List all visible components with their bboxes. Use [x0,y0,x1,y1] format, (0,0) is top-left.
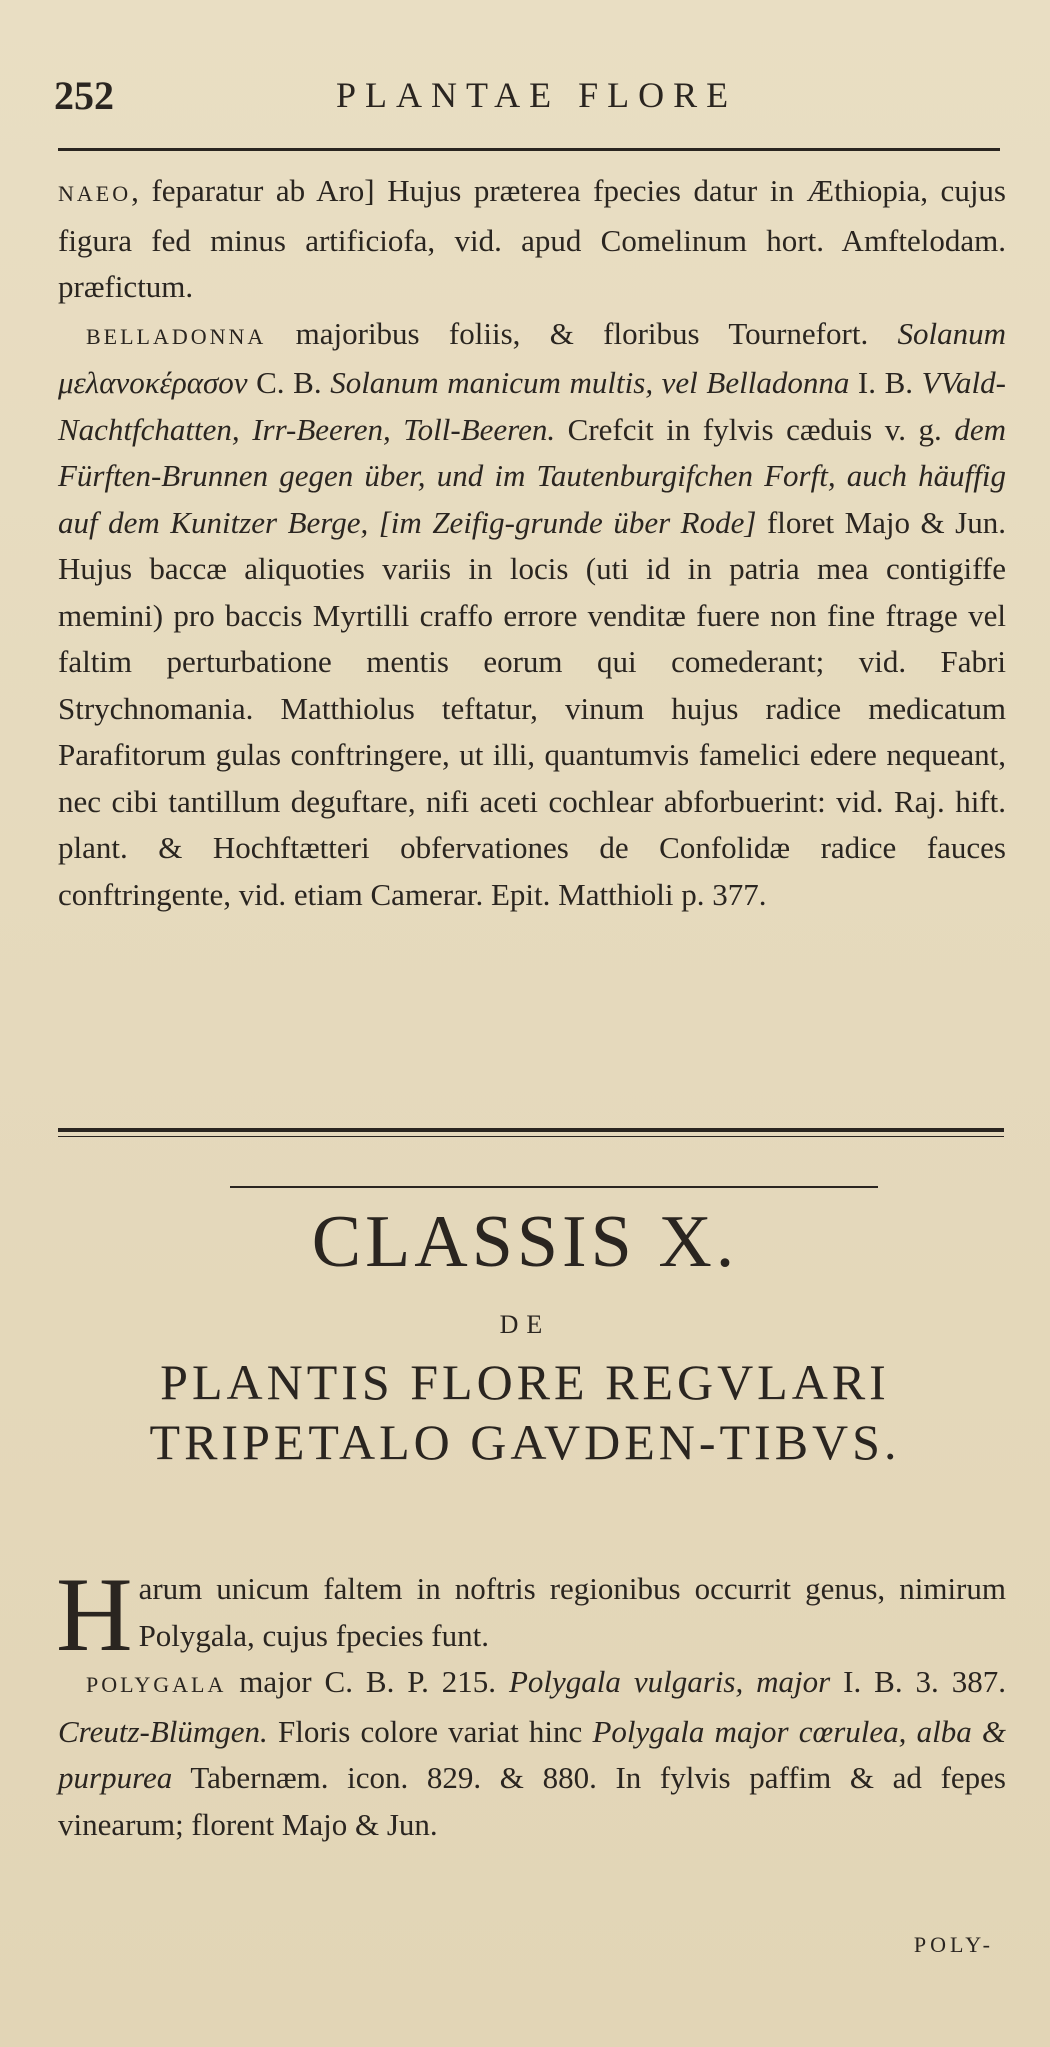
paragraph-harum: Harum unicum faltem in noftris regionibus occurrit genus, nimirum Polygala, cujus fpecies funt. [56,1556,1006,1673]
header-rule [58,148,1000,151]
top-text-block [58,168,1006,918]
paragraph-naeo: NAEO, feparatur ab Aro] Hujus præterea fpecies datur in Æthiopia, cujus figura fed minus artificiofa, vid. apud Comelinum hort. Amftelodam. præfictum. [58,173,1006,304]
title-rule [230,1186,878,1188]
catchword: POLY- [913,1932,994,1957]
class-title: CLASSIS X. [311,1201,739,1283]
page-header [54,72,1014,122]
drop-cap: H [56,1556,133,1673]
section-rule-thick [58,1128,1004,1132]
class-subtitle: PLANTIS FLORE REGVLARI TRIPETALO GAVDEN-TIBVS. [149,1354,901,1470]
running-head: PLANTAE FLORE [336,75,738,115]
class-de: DE [499,1310,551,1339]
page-number: 252 [54,73,114,118]
bottom-text-block [56,1556,1007,1848]
section-rule-thin [58,1136,1004,1137]
paragraph-belladonna: BELLADONNA majoribus foliis, & floribus Tournefort. Solanum μελανοκέρασον C. B. Solanum manicum multis, vel Belladonna I. B. VVald-Nachtfchatten, Irr-Beeren, Toll-Beeren. Crefcit in fylvis cæduis v. g. dem Fürften-Brunnen gegen über, und im Tautenburgifchen Forft, auch häuffig auf dem Kunitzer Berge, [im Zeifig-grunde über Rode] floret Majo & Jun. Hujus baccæ aliquoties variis in locis (uti id in patria mea contigiffe memini) pro baccis Myrtilli craffo errore venditæ fuere non fine ftrage vel faltim perturbatione mentis eorum qui comederant; vid. Fabri Strychnomania. Matthiolus teftatur, vinum hujus radice medicatum Parafitorum gulas conftringere, ut illi, quantumvis famelici edere nequeant, nec cibi tantillum deguftare, nifi aceti cochlear abforbuerint: vid. Raj. hift. plant. & Hochftætteri obfervationes de Confolidæ radice fauces conftringente, vid. etiam Camerar. Epit. Matthioli p. 377. [58,315,1006,912]
paragraph-polygala: POLYGALA major C. B. P. 215. Polygala vulgaris, major I. B. 3. 387. Creutz-Blümgen. Floris colore variat hinc Polygala major cœrulea, alba & purpurea Tabernæm. icon. 829. & 880. In fylvis paffim & ad fepes vinearum; florent Majo & Jun. [58,1664,1007,1842]
